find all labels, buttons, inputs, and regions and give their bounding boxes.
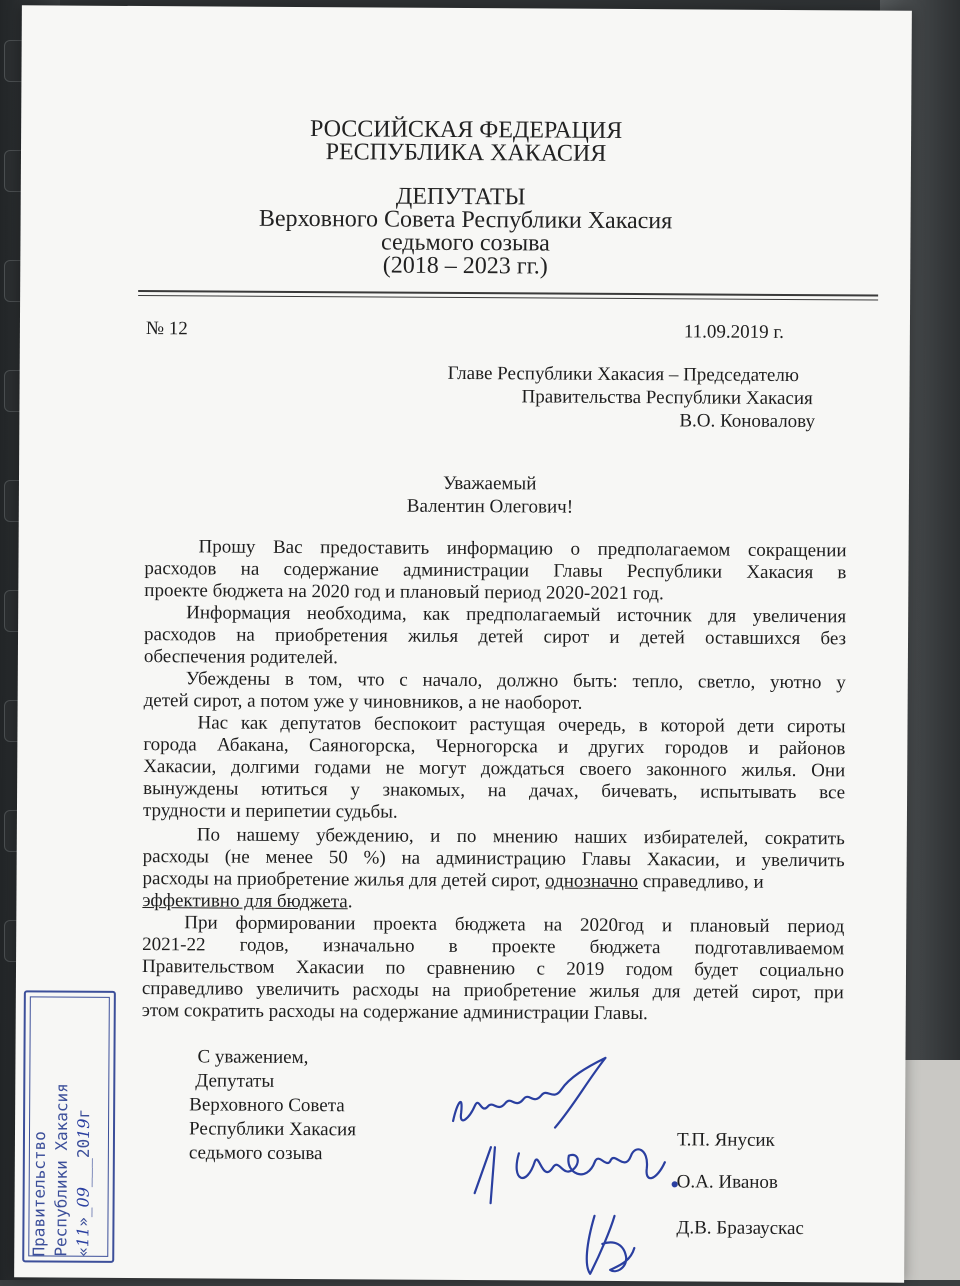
stamp-date-part: 20 bbox=[73, 1138, 93, 1159]
body-line: расходы (не менее 50 %) на администрацию Главы Хакасии, и увеличить bbox=[142, 846, 845, 872]
closing-line: Депутаты bbox=[195, 1070, 275, 1092]
stamp-date-part: « bbox=[73, 1246, 93, 1257]
closing-line: седьмого созыва bbox=[188, 1142, 323, 1165]
stamp-line: Правительство bbox=[29, 1131, 50, 1257]
closing-line: С уважением, bbox=[197, 1046, 309, 1069]
stamp-day: 11 bbox=[73, 1226, 93, 1248]
addressee-line: Главе Республики Хакасия – Председателю bbox=[447, 362, 800, 387]
body-text: расходы на приобретение жилья для детей сирот, bbox=[142, 868, 546, 892]
header-deputies: ДЕПУТАТЫ bbox=[395, 183, 526, 211]
closing-line: Республики Хакасия bbox=[188, 1118, 357, 1141]
addressee-line: Правительства Республики Хакасия bbox=[521, 386, 813, 410]
signatory-name: Т.П. Янусик bbox=[676, 1129, 775, 1151]
underlined-text: однозначно bbox=[545, 870, 639, 893]
body-line: расходов на приобретения жилья детей сирот и детей оставшихся без bbox=[143, 624, 847, 650]
body-line: Убеждены в том, что с начало, должно быть: тепло, светло, уютно у bbox=[185, 668, 846, 694]
body-line: расходов на содержание администрации Главы Республики Хакасия в bbox=[144, 558, 847, 584]
header-country: РОССИЙСКАЯ ФЕДЕРАЦИЯ bbox=[309, 116, 623, 144]
signatory-name: О.А. Иванов bbox=[676, 1171, 778, 1193]
body-line: Правительством Хакасии по сравнению с 2019 годом будет социально bbox=[141, 956, 845, 982]
salutation-line: Уважаемый bbox=[442, 472, 537, 495]
letter-number: № 12 bbox=[145, 318, 188, 340]
body-text: справедливо, и bbox=[637, 871, 764, 893]
stamp-date-part: г bbox=[74, 1108, 94, 1119]
header-council: Верховного Совета Республики Хакасия bbox=[258, 205, 673, 235]
signatory-name: Д.В. Бразаускас bbox=[676, 1217, 804, 1240]
body-line: При формировании проекта бюджета на 2020год и плановый период bbox=[184, 912, 845, 938]
salutation-name: Валентин Олегович! bbox=[406, 495, 574, 518]
body-line: Прошу Вас предоставить информацию о предполагаемом сокращении bbox=[198, 536, 847, 562]
registration-stamp bbox=[22, 990, 116, 1263]
header-years: (2018 – 2023 гг.) bbox=[382, 252, 548, 280]
stamp-date-part: » bbox=[73, 1216, 93, 1227]
body-line: проекте бюджета на 2020 год и плановый период 2020-2021 год. bbox=[144, 580, 664, 605]
stamp-month: 09 bbox=[73, 1186, 93, 1208]
stamp-year: 19 bbox=[73, 1118, 94, 1139]
body-line: По нашему убеждению, и по мнению наших избирателей, сократить bbox=[196, 824, 845, 850]
body-line bbox=[142, 890, 352, 913]
header-convocation: седьмого созыва bbox=[380, 229, 550, 257]
body-line: вынуждены ютиться у знакомых, на дачах, бичевать, испытывать все bbox=[143, 778, 846, 804]
body-line: трудности и перипетии судьбы. bbox=[142, 800, 398, 823]
body-line: этом сократить расходы на содержание администрации Главы. bbox=[141, 1000, 648, 1025]
addressee-name: В.О. Коновалову bbox=[679, 410, 816, 433]
body-line: Нас как депутатов беспокоит растущая очередь, в которой дети сироты bbox=[197, 712, 846, 738]
body-line: города Абакана, Саяногорска, Черногорска и других городов и районов bbox=[143, 734, 846, 760]
stamp-line: Республики Хакасия bbox=[51, 1083, 72, 1257]
body-line: 2021-22 годов, изначально в проекте бюджета подготавливаемом bbox=[142, 934, 845, 960]
stamp-date: «11»_09___2019г bbox=[73, 1108, 94, 1257]
letter-date: 11.09.2019 г. bbox=[683, 321, 784, 343]
underlined-text: эффективно для бюджета bbox=[142, 890, 348, 913]
letter-page bbox=[14, 5, 912, 1282]
body-text: . bbox=[347, 891, 353, 913]
body-line: Хакасии, долгими годами не могут дождаться своего законного жилья. Они bbox=[143, 756, 846, 782]
body-line: обеспечения родителей. bbox=[143, 646, 339, 669]
handwritten-signatures bbox=[434, 1043, 695, 1285]
closing-line: Верховного Совета bbox=[189, 1094, 345, 1117]
body-line: Информация необходима, как предполагаемый источник для увеличения bbox=[186, 602, 847, 628]
body-line: справедливо увеличить расходы на приобретение жилья для детей сирот, при bbox=[141, 978, 844, 1004]
body-line: детей сирот, а потом уже у чиновников, а не наоборот. bbox=[143, 690, 583, 714]
stamp-text bbox=[28, 996, 110, 1256]
header-republic: РЕСПУБЛИКА ХАКАСИЯ bbox=[325, 139, 607, 167]
